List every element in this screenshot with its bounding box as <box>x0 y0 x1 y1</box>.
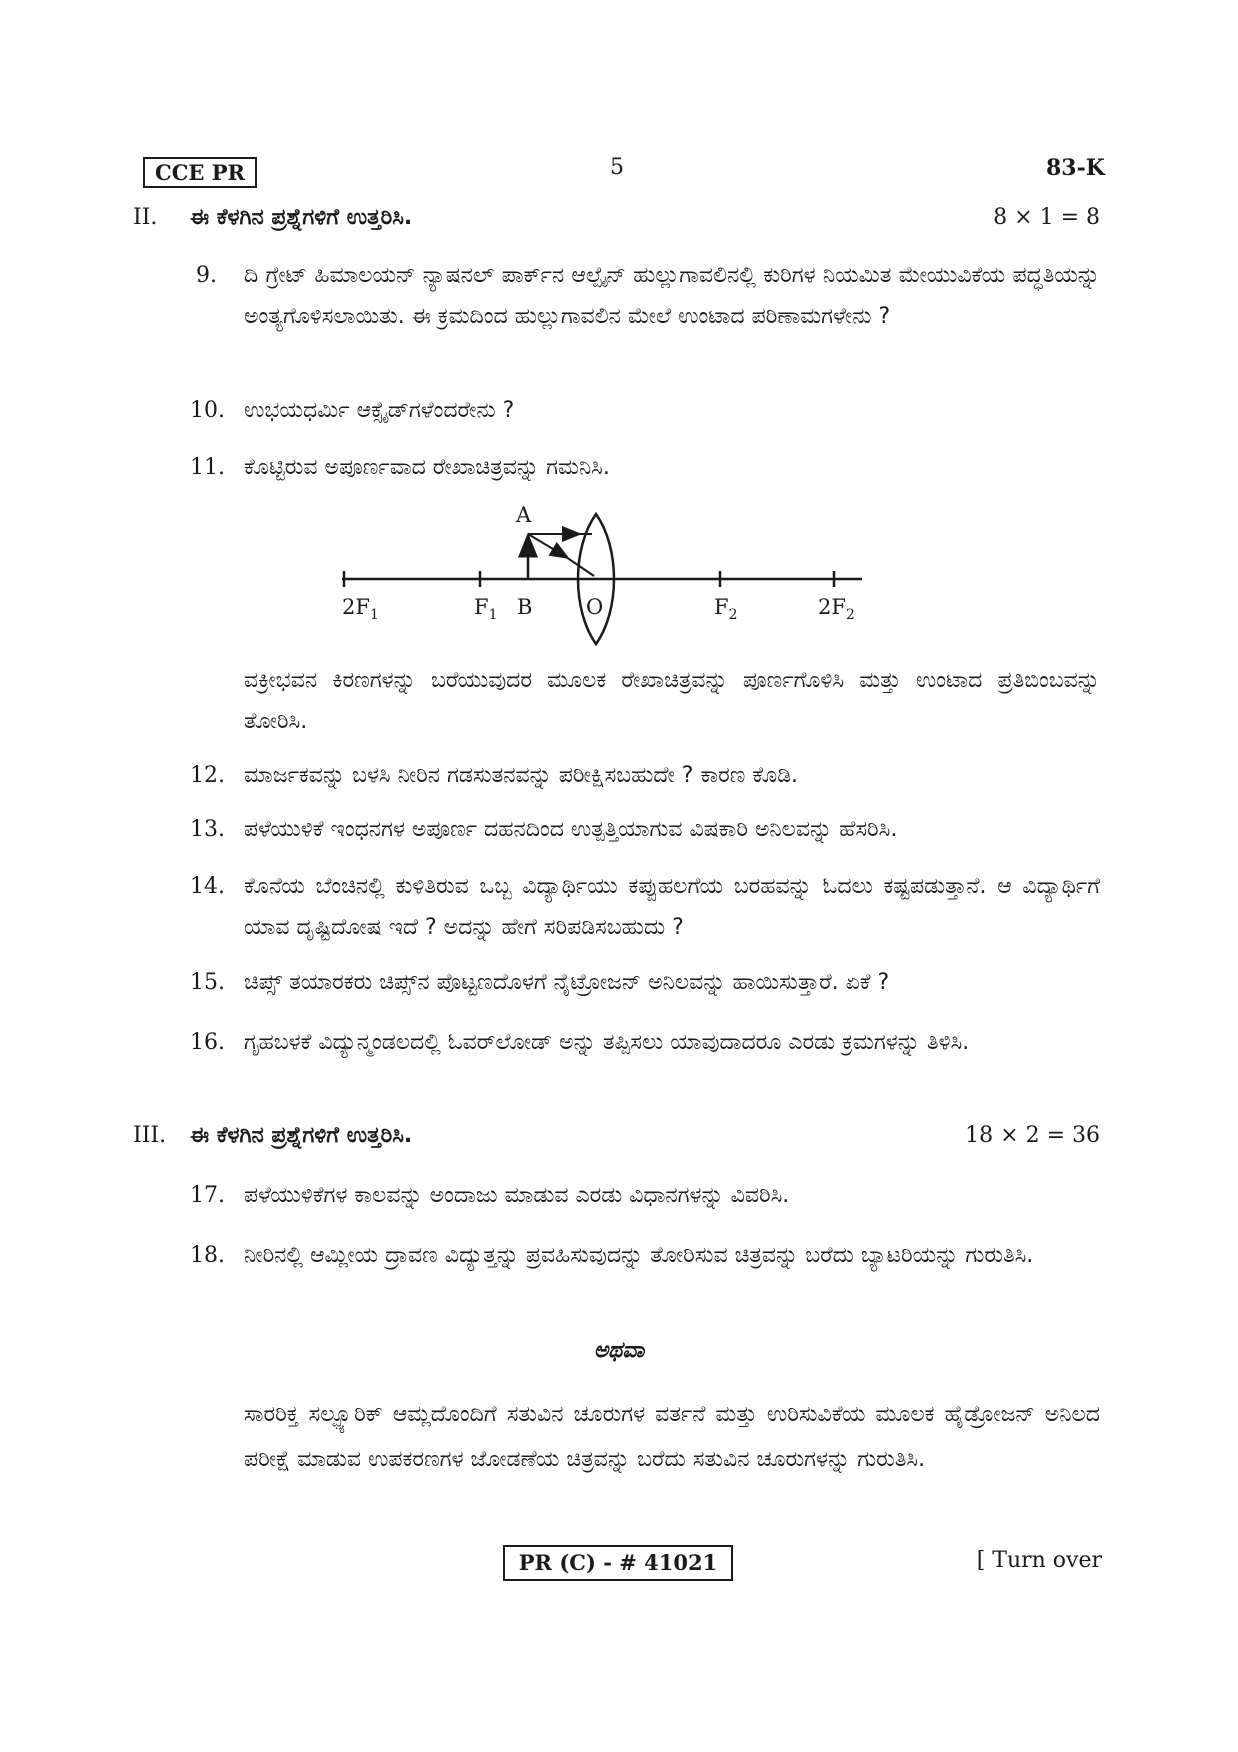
section-2-marks: 8 × 1 = 8 <box>993 205 1100 230</box>
label-f1-sub: 1 <box>488 607 498 623</box>
paper-code: 83-K <box>1046 155 1105 181</box>
label-f1-main: F <box>474 595 489 619</box>
section-2-title: ಈ ಕೆಳಗಿನ ಪ್ರಶ್ನೆಗಳಿಗೆ ಉತ್ತರಿಸಿ. <box>190 205 413 230</box>
question-number: 17. <box>190 1183 225 1208</box>
question-text: ಕೊಟ್ಟಿರುವ ಅಪೂರ್ಣವಾದ ರೇಖಾಚಿತ್ರವನ್ನು ಗಮನಿಸಿ. <box>244 455 610 480</box>
question-followup: ವಕ್ರೀಭವನ ಕಿರಣಗಳನ್ನು ಬರೆಯುವುದರ ಮೂಲಕ ರೇಖಾಚಿತ್ರವನ್ನು ಪೂರ್ಣಗೊಳಿಸಿ ಮತ್ತು ಉಂಟಾದ ಪ್ರತಿಬಿಂಬವನ್ನು ತೋರಿಸಿ. <box>244 668 1100 734</box>
label-2f1-main: 2F <box>342 595 370 619</box>
question-text: ಪಳೆಯುಳಿಕೆ ಇಂಧನಗಳ ಅಪೂರ್ಣ ದಹನದಿಂದ ಉತ್ಪತ್ತಿಯಾಗುವ ವಿಷಕಾರಿ ಅನಿಲವನ್ನು ಹೆಸರಿಸಿ. <box>244 817 898 842</box>
label-b: B <box>517 595 533 619</box>
question-number: 12. <box>190 763 225 788</box>
question-text: ದಿ ಗ್ರೇಟ್ ಹಿಮಾಲಯನ್ ನ್ಯಾಷನಲ್ ಪಾರ್ಕ್‌ನ ಆಲ್ಪೈನ್ ಹುಲ್ಲುಗಾವಲಿನಲ್ಲಿ ಕುರಿಗಳ ನಿಯಮಿತ ಮೇಯುವಿಕೆಯ ಪದ್ಧತಿಯನ್ನು ಅಂತ್ಯಗೊಳಿಸಲಾಯಿತು. ಈ ಕ್ರಮದಿಂದ ಹುಲ್ಲುಗಾವಲಿನ ಮೇಲೆ ಉಂಟಾದ ಪರಿಣಾಮಗಳೇನು ? <box>244 263 1100 329</box>
section-3-title: ಈ ಕೆಳಗಿನ ಪ್ರಶ್ನೆಗಳಿಗೆ ಉತ್ತರಿಸಿ. <box>190 1123 413 1148</box>
question-text: ಉಭಯಧರ್ಮಿ ಆಕ್ಸೈಡ್‌ಗಳೆಂದರೇನು ? <box>244 398 515 423</box>
question-text: ಚಿಪ್ಸ್ ತಯಾರಕರು ಚಿಪ್ಸ್‌ನ ಪೊಟ್ಟಣದೊಳಗೆ ನೈಟ್ರೋಜನ್ ಅನಿಲವನ್ನು ಹಾಯಿಸುತ್ತಾರೆ. ಏಕೆ ? <box>244 970 890 995</box>
section-3-roman: III. <box>133 1123 167 1148</box>
question-number: 16. <box>190 1030 225 1055</box>
question-text: ಕೊನೆಯ ಬೆಂಚಿನಲ್ಲಿ ಕುಳಿತಿರುವ ಒಬ್ಬ ವಿದ್ಯಾರ್ಥಿಯು ಕಪ್ಪುಹಲಗೆಯ ಬರಹವನ್ನು ಓದಲು ಕಷ್ಟಪಡುತ್ತಾನೆ. ಆ ವಿದ್ಯಾರ್ಥಿಗೆ ಯಾವ ದೃಷ್ಟಿದೋಷ ಇದೆ ? ಅದನ್ನು ಹೇಗೆ ಸರಿಪಡಿಸಬಹುದು ? <box>244 874 1100 940</box>
question-text: ಪಳೆಯುಳಿಕೆಗಳ ಕಾಲವನ್ನು ಅಂದಾಜು ಮಾಡುವ ಎರಡು ವಿಧಾನಗಳನ್ನು ವಿವರಿಸಿ. <box>244 1183 790 1208</box>
question-number: 14. <box>190 874 225 899</box>
question-text: ನೀರಿನಲ್ಲಿ ಆಮ್ಲೀಯ ದ್ರಾವಣ ವಿದ್ಯುತ್ತನ್ನು ಪ್ರವಹಿಸುವುದನ್ನು ತೋರಿಸುವ ಚಿತ್ರವನ್ನು ಬರೆದು ಬ್ಯಾಟರಿಯನ್ನು ಗುರುತಿಸಿ. <box>244 1243 1034 1268</box>
question-alternative: ಸಾರರಿಕ್ತ ಸಲ್ಫ್ಯೂರಿಕ್ ಆಮ್ಲದೊಂದಿಗೆ ಸತುವಿನ ಚೂರುಗಳ ವರ್ತನೆ ಮತ್ತು ಉರಿಸುವಿಕೆಯ ಮೂಲಕ ಹೈಡ್ರೋಜನ್ ಅನಿಲದ ಪರೀಕ್ಷೆ ಮಾಡುವ ಉಪಕರಣಗಳ ಜೋಡಣೆಯ ಚಿತ್ರವನ್ನು ಬರೆದು ಸತುವಿನ ಚೂರುಗಳನ್ನು ಗುರುತಿಸಿ. <box>244 1402 1100 1472</box>
question-number: 13. <box>190 817 225 842</box>
section-2-roman: II. <box>133 205 158 230</box>
question-number: 9. <box>196 263 217 288</box>
label-f2-sub: 2 <box>728 607 738 623</box>
lens-ray-diagram <box>330 498 870 648</box>
label-f2-main: F <box>714 595 729 619</box>
ray-optical-centre <box>528 534 568 558</box>
section-3-marks: 18 × 2 = 36 <box>965 1123 1100 1148</box>
header-code: CCE PR <box>143 157 257 188</box>
question-text: ಗೃಹಬಳಕೆ ವಿದ್ಯುನ್ಮಂಡಲದಲ್ಲಿ ಓವರ್‌ಲೋಡ್ ಅನ್ನು ತಪ್ಪಿಸಲು ಯಾವುದಾದರೂ ಎರಡು ಕ್ರಮಗಳನ್ನು ತಿಳಿಸಿ. <box>244 1030 970 1055</box>
label-2f2-main: 2F <box>818 595 846 619</box>
question-number: 15. <box>190 970 225 995</box>
question-number: 18. <box>190 1243 225 1268</box>
label-2f2 <box>818 595 855 623</box>
page-number: 5 <box>610 155 624 180</box>
label-2f2-sub: 2 <box>845 607 855 623</box>
or-label: ಅಥವಾ <box>593 1338 645 1363</box>
question-number: 10. <box>190 398 225 423</box>
label-o: O <box>586 595 604 619</box>
label-2f1 <box>342 595 379 623</box>
turn-over: [ Turn over <box>976 1548 1102 1573</box>
question-number: 11. <box>190 455 225 480</box>
label-a: A <box>516 503 532 527</box>
label-f2 <box>714 595 738 623</box>
label-f1 <box>474 595 498 623</box>
footer-code: PR (C) - # 41021 <box>503 1545 733 1581</box>
label-2f1-sub: 1 <box>369 607 379 623</box>
question-text: ಮಾರ್ಜಕವನ್ನು ಬಳಸಿ ನೀರಿನ ಗಡಸುತನವನ್ನು ಪರೀಕ್ಷಿಸಬಹುದೇ ? ಕಾರಣ ಕೊಡಿ. <box>244 763 799 788</box>
